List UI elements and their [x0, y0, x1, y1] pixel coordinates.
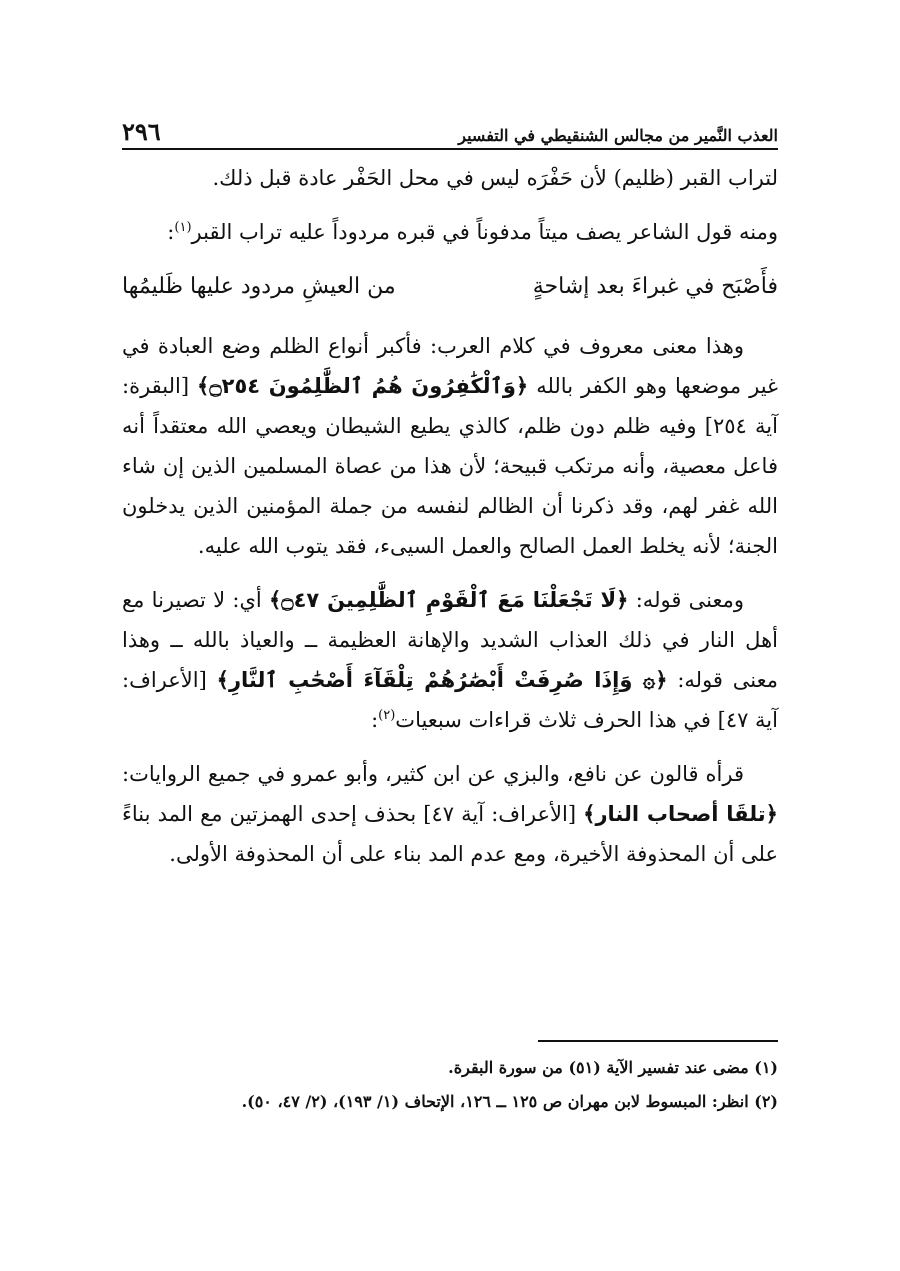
paragraph-3-text-b: [البقرة: آية ٢٥٤] وفيه ظلم دون ظلم، كالذي يطيع الشيطان ويعصي الله معتقداً أنه فاعل معصية، وأنه مرتكب قبيحة؛ لأن هذا من عصاة المسلمين الذين إن شاء الله غفر لهم، وقد ذكرنا أن الظالم لنفسه من جملة المؤمنين الذين يدخلون الجنة؛ لأنه يخلط العمل الصالح والعمل السيىء، فقد يتوب الله عليه.: [122, 374, 778, 558]
footnote-divider: [538, 1040, 778, 1042]
paragraph-2-text: ومنه قول الشاعر يصف ميتاً مدفوناً في قبره مردوداً عليه تراب القبر: [191, 220, 778, 244]
footnotes: [122, 1040, 778, 1122]
paragraph-5-text-b: [الأعراف: آية ٤٧] بحذف إحدى الهمزتين مع المد بناءً على أن المحذوفة الأخيرة، ومع عدم المد بناء على أن المحذوفة الأولى.: [122, 802, 778, 866]
quran-quote: ﴿لَا تَجْعَلْنَا مَعَ ٱلْقَوْمِ ٱلظَّٰلِمِينَ ۝٤٧﴾: [268, 588, 629, 612]
paragraph-5: [122, 754, 778, 874]
footnote-ref-2[interactable]: (٢): [378, 708, 396, 723]
footnote-2: (٢) انظر: المبسوط لابن مهران ص ١٢٥ ــ ١٢٦، الإتحاف (١/ ١٩٣)، (٢/ ٤٧، ٥٠).: [241, 1092, 778, 1111]
page-number: ٢٩٦: [122, 117, 161, 146]
paragraph-3: [122, 326, 778, 566]
paragraph-4-text-a: ومعنى قوله:: [635, 588, 744, 612]
paragraph-1: لتراب القبر (ظليم) لأن حَفْرَه ليس في محل الحَفْر عادة قبل ذلك.: [212, 166, 778, 190]
paragraph-5-text-a: قرأه قالون عن نافع، والبزي عن ابن كثير، وأبو عمرو في جميع الروايات:: [122, 762, 744, 786]
paragraph-2-end: :: [167, 220, 175, 244]
verse-first-hemistich: فأَصْبَح في غبراءَ بعد إشاحةٍ: [532, 274, 778, 299]
paragraph-4-text-c: [الأعراف: آية ٤٧] في هذا الحرف ثلاث قراءات سبعيات: [122, 668, 778, 732]
book-page: [122, 100, 778, 1220]
footnote-1: (١) مضى عند تفسير الآية (٥١) من سورة البقرة.: [448, 1058, 778, 1077]
paragraph-2: [122, 212, 778, 252]
main-text: [122, 158, 778, 874]
paragraph-3-text-a: وهذا معنى معروف في كلام العرب: فأكبر أنواع الظلم وضع العبادة في غير موضعها وهو الكفر بالله: [122, 334, 779, 398]
paragraph-4: [122, 580, 778, 740]
quran-quote: ﴿وَٱلْكَٰفِرُونَ هُمُ ٱلظَّٰلِمُونَ ۝٢٥٤﴾: [197, 374, 529, 398]
running-title: العذب النَّمير من مجالس الشنقيطي في التفسير: [458, 126, 778, 145]
paragraph-4-end: :: [371, 708, 379, 732]
poetry-verse: [122, 266, 778, 308]
footnote-ref-1[interactable]: (١): [174, 220, 192, 235]
verse-second-hemistich: من العيشِ مردود عليها ظَليمُها: [122, 274, 396, 299]
page-header: [122, 100, 778, 150]
paragraph-4-text-b: أي: لا تصيرنا مع أهل النار في ذلك العذاب الشديد والإهانة العظيمة ــ والعياذ بالله ــ وهذا معنى قوله:: [122, 588, 779, 692]
quran-quote: ﴿۞ وَإِذَا صُرِفَتْ أَبْصَٰرُهُمْ تِلْقَآءَ أَصْحَٰبِ ٱلنَّارِ﴾: [216, 668, 668, 692]
quran-quote: ﴿تلقَا أصحاب النار﴾: [583, 802, 778, 826]
